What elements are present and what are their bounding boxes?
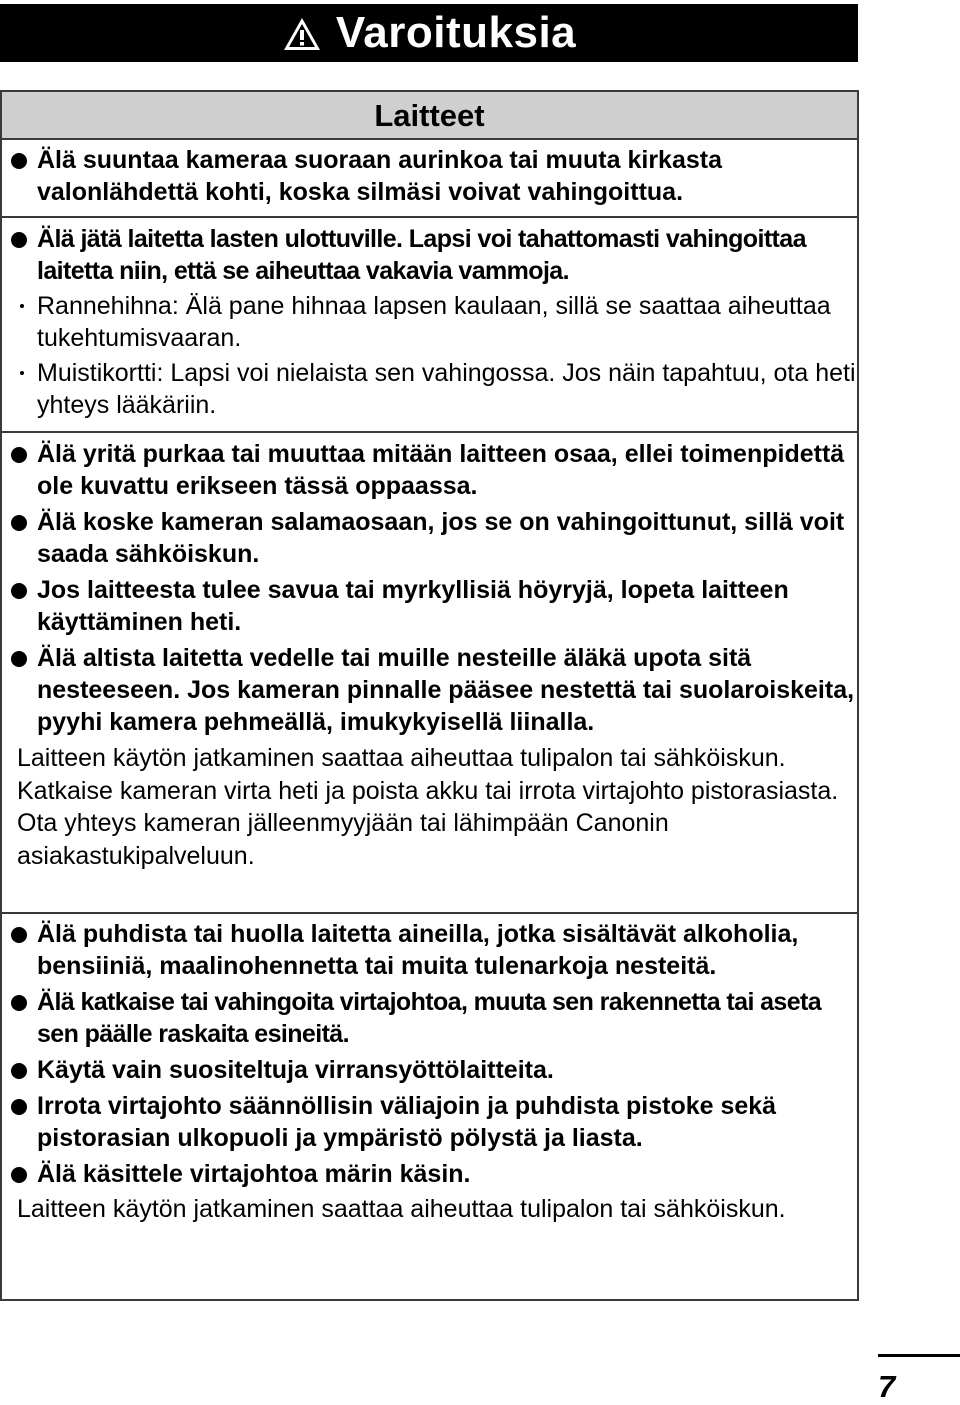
bullet-icon xyxy=(11,1099,27,1115)
list-item-text: Älä suuntaa kameraa suoraan aurinkoa tai muuta kirkasta valonlähdettä kohti, koska silmäsi voivat vahingoittua. xyxy=(37,146,722,206)
page-number: 7 xyxy=(878,1369,896,1404)
list-item xyxy=(2,438,857,502)
sub-bullet-icon xyxy=(20,371,24,375)
section-disassembly xyxy=(2,433,857,914)
bullet-icon xyxy=(11,1063,27,1079)
list-item-text: Jos laitteesta tulee savua tai myrkyllisiä höyryjä, lopeta laitteen käyttäminen heti. xyxy=(37,576,789,636)
list-item-text: Älä koske kameran salamaosaan, jos se on vahingoittunut, sillä voit saada sähköiskun. xyxy=(37,508,845,568)
sub-item xyxy=(2,357,857,421)
section-note: Laitteen käytön jatkaminen saattaa aiheuttaa tulipalon tai sähköiskun. Katkaise kameran virta heti ja poista akku tai irrota virtajohto pistorasiasta. Ota yhteys kameran jälleenmyyjään tai lähimpään Canonin asiakastukipalveluun. xyxy=(17,744,839,870)
bullet-icon xyxy=(11,927,27,943)
list-item xyxy=(2,574,857,638)
section-note: Laitteen käytön jatkaminen saattaa aiheuttaa tulipalon tai sähköiskun. xyxy=(17,1195,786,1223)
bullet-icon xyxy=(11,447,27,463)
equipment-warnings-box xyxy=(0,90,859,1301)
list-item xyxy=(2,144,857,208)
list-item-text: Käytä vain suositeltuja virransyöttölaitteita. xyxy=(37,1056,554,1084)
list-item xyxy=(2,1158,857,1190)
sub-item-text: Rannehihna: Älä pane hihnaa lapsen kaulaan, sillä se saattaa aiheuttaa tukehtumisvaaran. xyxy=(37,292,831,352)
section-header xyxy=(2,92,857,140)
sub-bullet-icon xyxy=(20,304,24,308)
list-item-text: Älä käsittele virtajohtoa märin käsin. xyxy=(37,1160,471,1188)
list-item xyxy=(2,1054,857,1086)
warning-triangle-icon xyxy=(282,16,322,52)
bullet-icon xyxy=(11,651,27,667)
list-item xyxy=(2,642,857,738)
page-number-footer xyxy=(878,1354,960,1404)
bullet-icon xyxy=(11,583,27,599)
list-item xyxy=(2,1090,857,1154)
section-power-cord xyxy=(2,914,857,1297)
list-item-text: Älä altista laitetta vedelle tai muille nesteille äläkä upota sitä nesteeseen. Jos kameran pinnalle pääsee nestettä tai suolaroiskeita, pyyhi kamera pehmeällä, imukykyisellä liinalla. xyxy=(37,644,855,736)
list-item-text: Älä yritä purkaa tai muuttaa mitään laitteen osaa, ellei toimenpidettä ole kuvattu erikseen tässä oppaassa. xyxy=(37,440,845,500)
list-item-text: Irrota virtajohto säännöllisin väliajoin ja puhdista pistoke sekä pistorasian ulkopuoli ja ympäristö pölystä ja liasta. xyxy=(37,1092,777,1152)
section-title: Laitteet xyxy=(374,98,485,133)
list-item-text: Älä katkaise tai vahingoita virtajohtoa, muuta sen rakennetta tai aseta sen päälle raskaita esineitä. xyxy=(37,988,822,1048)
page-title-bar xyxy=(0,4,858,62)
sub-item xyxy=(2,290,857,354)
list-item xyxy=(2,506,857,570)
sub-item-text: Muistikortti: Lapsi voi nielaista sen vahingossa. Jos näin tapahtuu, ota heti yhteys lääkäriin. xyxy=(37,359,856,419)
bullet-icon xyxy=(11,1167,27,1183)
list-item-text: Älä jätä laitetta lasten ulottuville. Lapsi voi tahattomasti vahingoittaa laitetta niin, että se aiheuttaa vakavia vammoja. xyxy=(37,225,806,285)
bullet-icon xyxy=(11,995,27,1011)
bullet-icon xyxy=(11,515,27,531)
page-title: Varoituksia xyxy=(335,8,577,57)
list-item-text: Älä puhdista tai huolla laitetta aineilla, jotka sisältävät alkoholia, bensiiniä, maalinohennetta tai muita tulenarkoja nesteitä. xyxy=(37,920,799,980)
list-item xyxy=(2,223,857,287)
section-sun xyxy=(2,140,857,218)
section-children xyxy=(2,218,857,433)
list-item xyxy=(2,986,857,1050)
bullet-icon xyxy=(11,232,27,248)
list-item xyxy=(2,918,857,982)
bullet-icon xyxy=(11,153,27,169)
